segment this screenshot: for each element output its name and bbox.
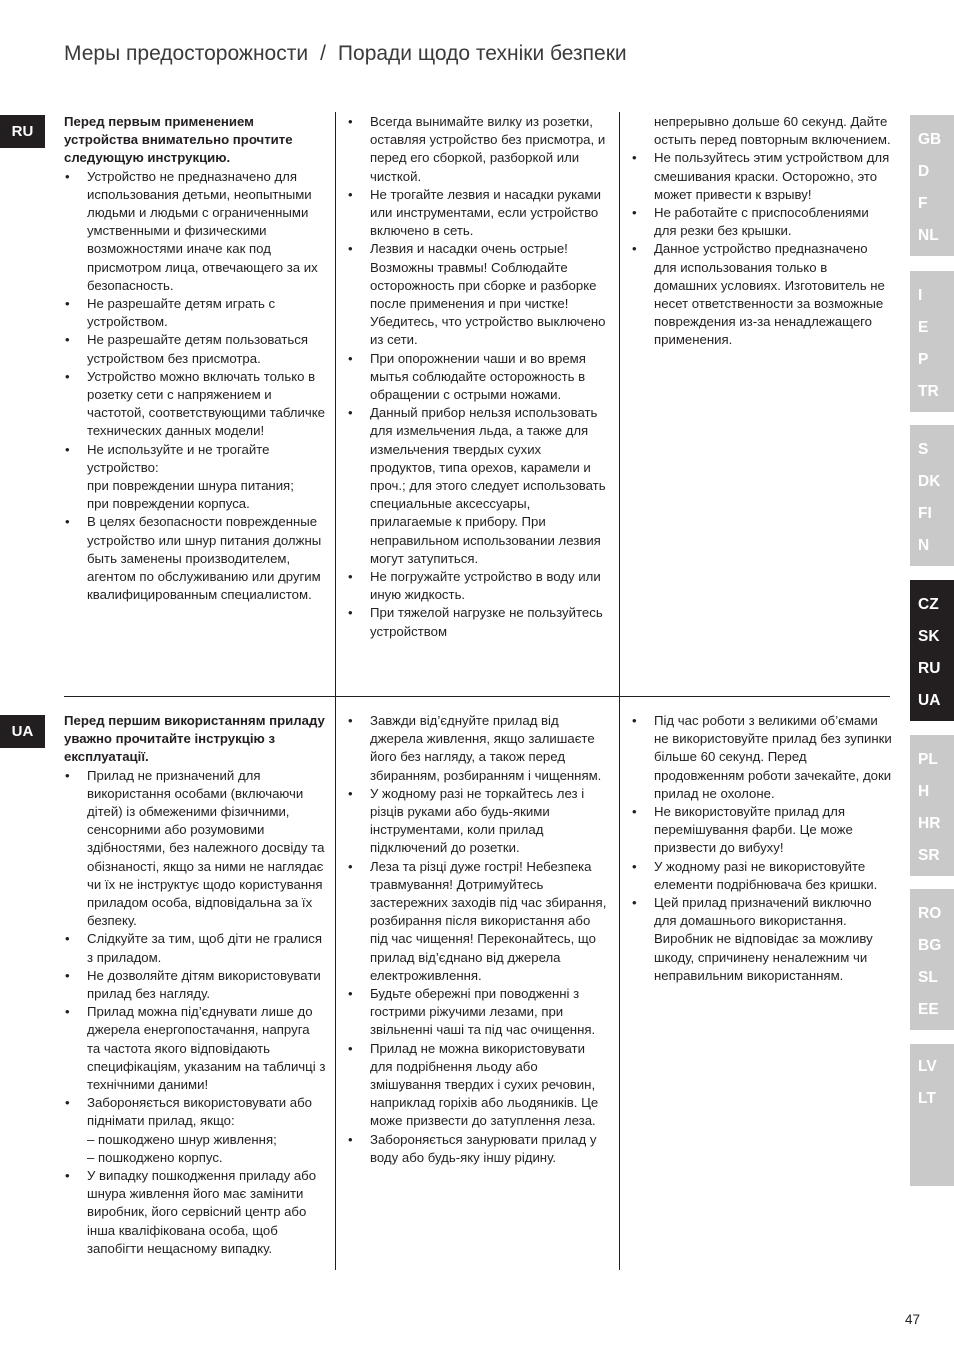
list-item-continued: непрерывно дольше 60 секунд. Дайте остыть перед повторным включением. <box>654 114 891 148</box>
list-item: • У випадку пошкодження приладу або шнура живлення його має замінити виробник, його сервісний центр або інша кваліфікована особа, щоб запобігти нещасному випадку. <box>64 1167 326 1258</box>
ru-list-3 <box>631 113 893 350</box>
list-item: • Не використовуйте прилад для перемішування фарби. Це може призвести до вибуху! <box>631 803 893 858</box>
list-item: • Леза та різці дуже гострі! Небезпека травмування! Дотримуйтесь застережних заходів під час збирання, розбирання після використання або під час чищення! Переконайтесь, що прилад від’єднано від джерела електроживлення. <box>347 858 609 985</box>
list-subitem: – пошкоджено шнур живлення; <box>87 1131 277 1147</box>
tab-group-4-active[interactable] <box>910 580 954 721</box>
tab-tr[interactable]: TR <box>918 383 939 400</box>
list-subitem: – пошкоджено корпус. <box>87 1149 223 1165</box>
column-divider-1 <box>335 112 336 1270</box>
tab-lt[interactable]: LT <box>918 1090 936 1107</box>
list-item: • Будьте обережні при поводженні з гострими ріжучими лезами, при звільненні чаші та під час очищення. <box>347 985 609 1040</box>
ua-column-2 <box>347 712 609 1167</box>
list-subitem: при повреждении шнура питания; <box>87 478 294 494</box>
tab-d[interactable]: D <box>918 163 930 180</box>
tab-bg[interactable]: BG <box>918 937 942 954</box>
tab-group-5[interactable] <box>910 735 954 876</box>
page-title <box>64 42 627 66</box>
tab-group-3[interactable] <box>910 425 954 566</box>
tab-i[interactable]: I <box>918 287 923 304</box>
ru-list-2 <box>347 113 609 641</box>
list-item: • Лезвия и насадки очень острые! Возможны травмы! Соблюдайте осторожность при сборке и разборке после применения и при чистке! Убедитесь, что устройство выключено из сети. <box>347 240 609 349</box>
list-item: • Данное устройство предназначено для использования только в домашних условиях. Изготовитель не несет ответственности за возможные повреждения из-за ненадлежащего применения. <box>631 240 893 349</box>
tab-e[interactable]: E <box>918 319 929 336</box>
tab-ru[interactable]: RU <box>918 660 941 677</box>
tab-dk[interactable]: DK <box>918 473 941 490</box>
tab-hr[interactable]: HR <box>918 815 941 832</box>
list-item <box>64 441 326 514</box>
tab-group-6[interactable] <box>910 889 954 1030</box>
title-ua: Поради щодо техніки безпеки <box>337 42 627 65</box>
list-subitem: при повреждении корпуса. <box>87 496 250 512</box>
list-item: • Не дозволяйте дітям використовувати прилад без нагляду. <box>64 967 326 1003</box>
list-item: • При опорожнении чаши и во время мытья соблюдайте осторожность в обращении с острыми ножами. <box>347 350 609 405</box>
ru-list-1 <box>64 168 326 605</box>
list-item: • Прилад не призначений для використання особами (включаючи дітей) із обмеженими фізичними, сенсорними або розумовими здібностями, без належного досвіду та обізнаності, якщо за ними не наглядає чи їх не інструктує щодо користування приладом особа, відповідальна за їх безпеку. <box>64 767 326 931</box>
tab-n[interactable]: N <box>918 537 930 554</box>
list-item: • У жодному разі не використовуйте елементи подрібнювача без кришки. <box>631 858 893 894</box>
list-item: • При тяжелой нагрузке не пользуйтесь устройством <box>347 604 609 640</box>
tab-sk[interactable]: SK <box>918 628 940 645</box>
list-item: • В целях безопасности поврежденные устройство или шнур питания должны быть заменены производителем, агентом по обслуживанию или другим квалифицированным специалистом. <box>64 513 326 604</box>
tab-group-1[interactable] <box>910 115 954 256</box>
list-item-text: • Не используйте и не трогайте устройство: <box>87 441 270 475</box>
tab-pl[interactable]: PL <box>918 751 938 768</box>
list-item: • Завжди від’єднуйте прилад від джерела живлення, якщо залишаєте його без нагляду, а також перед збиранням, розбиранням і чищенням. <box>347 712 609 785</box>
list-item: • Забороняється занурювати прилад у воду або будь-яку іншу рідину. <box>347 1131 609 1167</box>
ru-column-1 <box>64 113 326 604</box>
list-item: • Не погружайте устройство в воду или иную жидкость. <box>347 568 609 604</box>
language-badge-ua: UA <box>0 715 45 748</box>
list-item: • Прилад можна під’єднувати лише до джерела енергопостачання, напруга та частота якого відповідають специфікаціям, указаним на табличці з технічними даними! <box>64 1003 326 1094</box>
tab-group-2[interactable] <box>910 271 954 412</box>
list-item: • Не разрешайте детям играть с устройством. <box>64 295 326 331</box>
list-item: • Не работайте с приспособлениями для резки без крышки. <box>631 204 893 240</box>
section-divider <box>64 696 890 697</box>
list-item: • Данный прибор нельзя использовать для измельчения льда, а также для измельчения твердых сухих продуктов, типа орехов, карамели и проч.; для этого следует использовать специальные аксессуары, прилагаемые к прибору. При неправильном использовании лезвия могут затупиться. <box>347 404 609 568</box>
tab-cz[interactable]: CZ <box>918 596 939 613</box>
tab-s[interactable]: S <box>918 441 929 458</box>
list-item: • Устройство не предназначено для использования детьми, неопытными людьми и людьми с ограниченными умственными и физическими возможностями иначе как под присмотром лица, отвечающего за их безопасность. <box>64 168 326 295</box>
ua-column-1 <box>64 712 326 1258</box>
ru-column-2 <box>347 113 609 641</box>
list-item: • Устройство можно включать только в розетку сети с напряжением и частотой, соответствующими табличке технических данных модели! <box>64 368 326 441</box>
ua-list-2 <box>347 712 609 1167</box>
tab-fi[interactable]: FI <box>918 505 932 522</box>
tab-h[interactable]: H <box>918 783 930 800</box>
tab-gb[interactable]: GB <box>918 131 942 148</box>
ru-column-3 <box>631 113 893 350</box>
list-item: • Цей прилад призначений виключно для домашнього використання. Виробник не відповідає за можливу шкоду, спричинену неналежним чи неправильним використанням. <box>631 894 893 985</box>
list-item: • Не трогайте лезвия и насадки руками или инструментами, если устройство включено в сеть. <box>347 186 609 241</box>
list-item: • Всегда вынимайте вилку из розетки, оставляя устройство без присмотра, и перед его сборкой, разборкой или чисткой. <box>347 113 609 186</box>
list-item: • Слідкуйте за тим, щоб діти не гралися з приладом. <box>64 930 326 966</box>
language-badge-ru: RU <box>0 115 45 148</box>
tab-group-7[interactable] <box>910 1044 954 1186</box>
list-item: • Прилад не можна використовувати для подрібнення льоду або змішування твердих і сухих речовин, наприклад горіхів або льодяників. Це може призвести до затуплення леза. <box>347 1040 609 1131</box>
tab-ua[interactable]: UA <box>918 692 941 709</box>
tab-f[interactable]: F <box>918 195 928 212</box>
tab-nl[interactable]: NL <box>918 227 939 244</box>
ua-intro: Перед першим використанням приладу уважно прочитайте інструкцію з експлуатації. <box>64 713 325 765</box>
column-divider-2 <box>619 112 620 1270</box>
tab-sl[interactable]: SL <box>918 969 938 986</box>
tab-ro[interactable]: RO <box>918 905 942 922</box>
list-item: • Не разрешайте детям пользоваться устройством без присмотра. <box>64 331 326 367</box>
page-number: 47 <box>905 1312 921 1327</box>
list-item-text: • Забороняється використовувати або піднімати прилад, якщо: <box>87 1095 312 1129</box>
ua-list-1 <box>64 767 326 1258</box>
tab-lv[interactable]: LV <box>918 1058 937 1075</box>
list-item: • У жодному разі не торкайтесь лез і різців руками або будь-якими інструментами, коли прилад підключений до розетки. <box>347 785 609 858</box>
tab-sr[interactable]: SR <box>918 847 940 864</box>
tab-ee[interactable]: EE <box>918 1001 939 1018</box>
ua-column-3 <box>631 712 893 985</box>
ru-intro: Перед первым применением устройства внимательно прочтите следующую инструкцию. <box>64 114 293 166</box>
title-separator: / <box>320 42 326 65</box>
title-ru: Меры предосторожности <box>64 42 309 65</box>
list-item: • Не пользуйтесь этим устройством для смешивания краски. Осторожно, это может привести к взрыву! <box>631 149 893 204</box>
tab-p[interactable]: P <box>918 351 929 368</box>
list-item <box>64 1094 326 1167</box>
ua-list-3 <box>631 712 893 985</box>
list-item: • Під час роботи з великими об’ємами не використовуйте прилад без зупинки більше 60 секунд. Перед продовженням роботи зачекайте, доки прилад не охолоне. <box>631 712 893 803</box>
